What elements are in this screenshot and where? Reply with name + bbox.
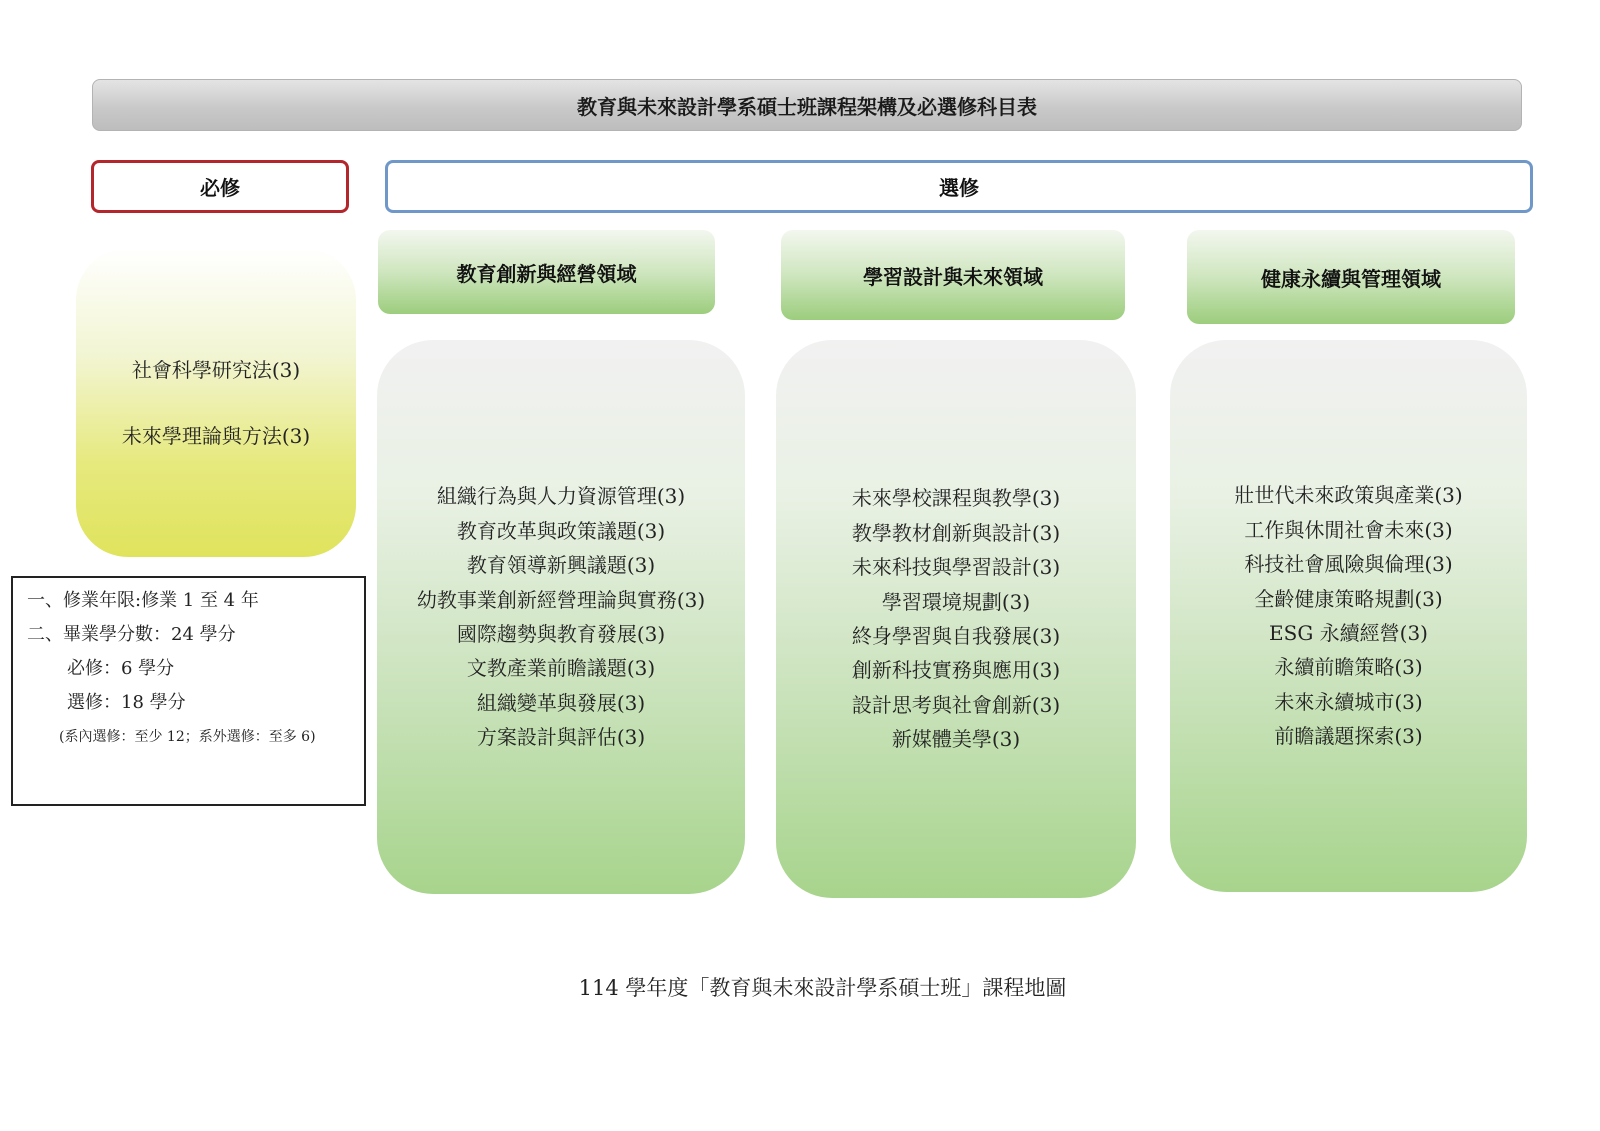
course-item: 未來學校課程與教學(3) (851, 486, 1061, 511)
figure-caption: 114 學年度「教育與未來設計學系碩士班」課程地圖 (578, 976, 1067, 1000)
course-list-education-innovation (377, 340, 745, 894)
course-list-learning-design (776, 340, 1136, 898)
required-credits: 必修：6 學分 (67, 658, 175, 679)
course-item: 創新科技實務與應用(3) (851, 658, 1061, 683)
course-item: 壯世代未來政策與產業(3) (1234, 483, 1463, 508)
course-item: 前瞻議題探索(3) (1274, 724, 1423, 749)
course-item: 科技社會風險與倫理(3) (1244, 552, 1453, 577)
course-item: ESG 永續經營(3) (1269, 621, 1428, 645)
course-item: 幼教事業創新經營理論與實務(3) (416, 587, 706, 612)
graduation-credits: 二、畢業學分數：24 學分 (27, 624, 236, 645)
course-list-health-sustainability (1170, 340, 1527, 892)
elective-header: 選修 (385, 160, 1533, 213)
course-item: 文教產業前瞻議題(3) (466, 656, 656, 681)
course-item: 教學教材創新與設計(3) (851, 520, 1061, 545)
domain-header-education-innovation: 教育創新與經營領域 (378, 230, 715, 314)
course-item: 組織行為與人力資源管理(3) (436, 484, 686, 509)
elective-credits: 選修：18 學分 (67, 692, 186, 713)
required-course: 未來學理論與方法(3) (121, 423, 311, 448)
course-item: 未來永續城市(3) (1274, 689, 1423, 714)
elective-credits-note: (系內選修：至少 12；系外選修：至多 6) (59, 729, 316, 745)
course-item: 未來科技與學習設計(3) (851, 555, 1061, 580)
course-item: 工作與休閒社會未來(3) (1244, 517, 1453, 542)
required-course: 社會科學研究法(3) (131, 357, 301, 382)
required-courses-box (76, 248, 356, 557)
domain-header-health-sustainability: 健康永續與管理領域 (1187, 230, 1515, 324)
course-item: 組織變革與發展(3) (476, 690, 646, 715)
domain-header-learning-design: 學習設計與未來領域 (781, 230, 1125, 320)
credit-requirements-box (11, 576, 366, 806)
course-item: 全齡健康策略規劃(3) (1254, 586, 1443, 611)
page-title: 教育與未來設計學系碩士班課程架構及必選修科目表 (92, 79, 1522, 131)
course-item: 國際趨勢與教育發展(3) (456, 622, 666, 646)
required-header: 必修 (91, 160, 349, 213)
course-item: 設計思考與社會創新(3) (851, 692, 1061, 717)
course-item: 永續前瞻策略(3) (1274, 655, 1423, 680)
course-item: 方案設計與評估(3) (476, 725, 646, 750)
course-item: 教育領導新興議題(3) (466, 553, 656, 578)
course-item: 學習環境規劃(3) (881, 589, 1031, 614)
course-item: 新媒體美學(3) (891, 727, 1021, 752)
course-item: 終身學習與自我發展(3) (851, 624, 1061, 648)
course-item: 教育改革與政策議題(3) (456, 518, 666, 543)
study-duration: 一、修業年限:修業 1 至 4 年 (27, 590, 259, 611)
